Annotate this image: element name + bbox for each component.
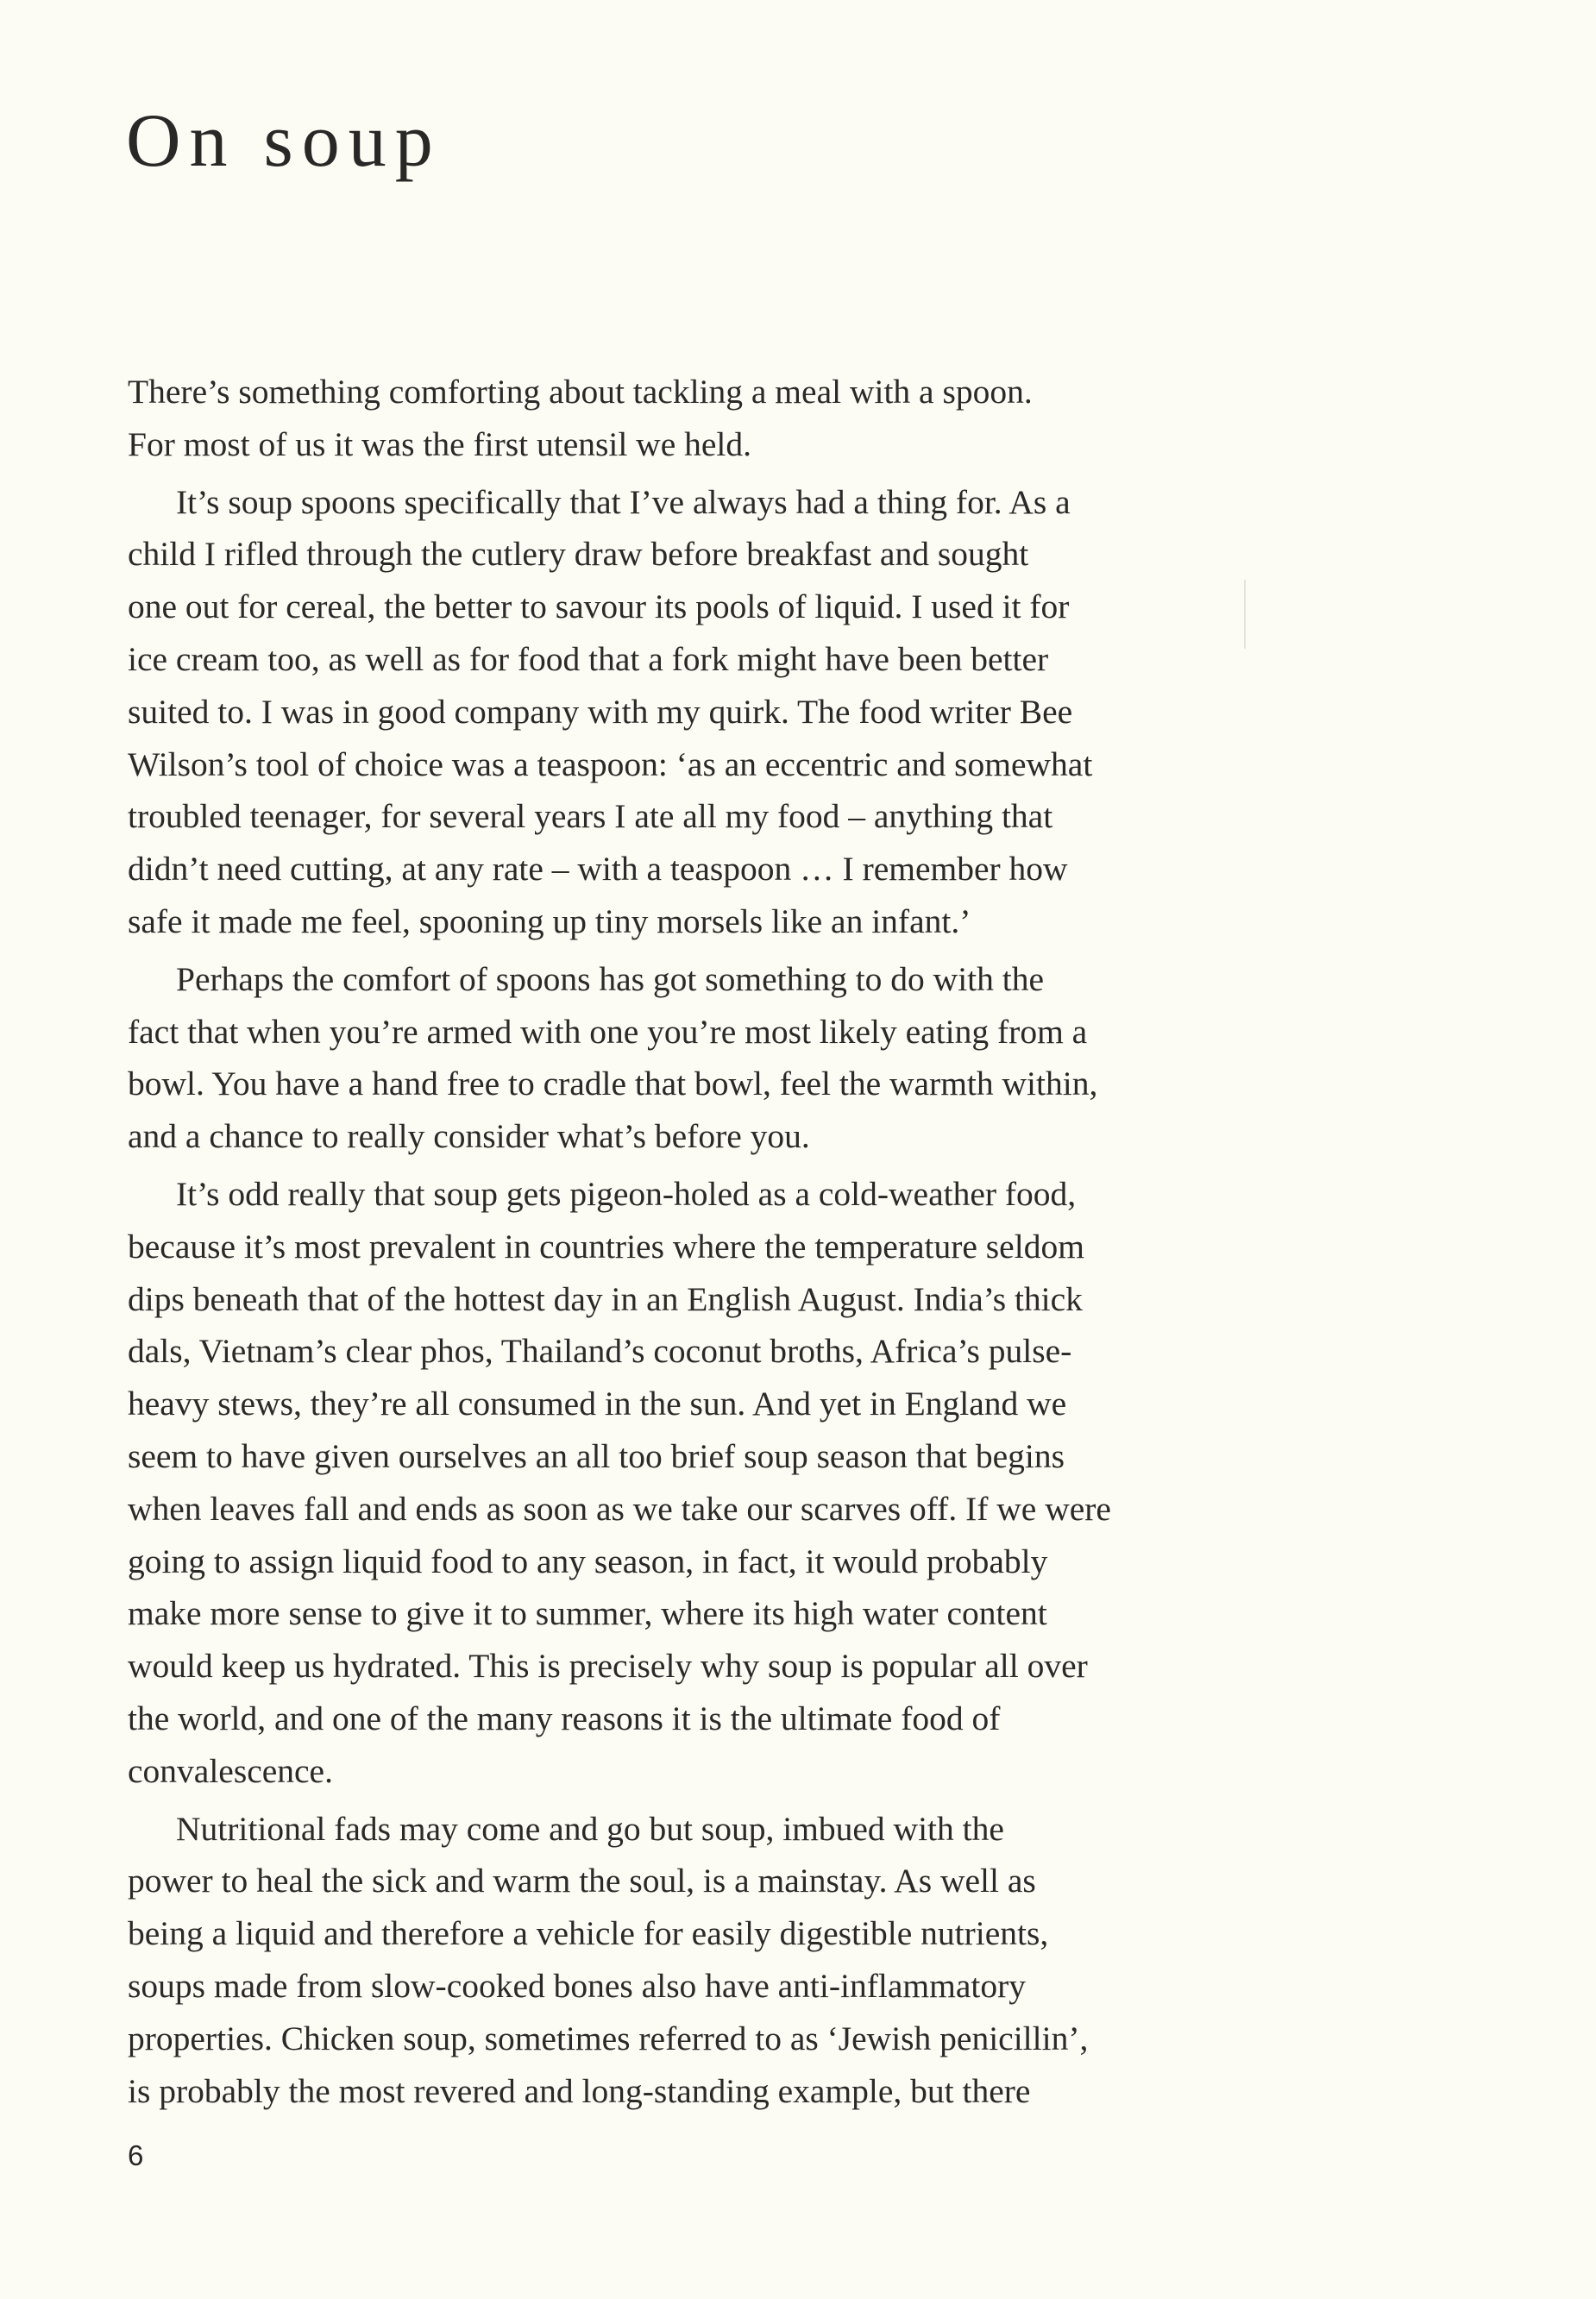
paragraph-1: There’s something comforting about tackling a meal with a spoon. For most of us it was the first utensil we held.: [128, 373, 1033, 463]
paragraph-5: Nutritional fads may come and go but soup, imbued with the power to heal the sick and warm the soul, is a mainstay. As well as being a liquid and therefore a vehicle for easily digestible nutrients, soups made from slow-cooked bones also have anti-inflammatory properties. Chicken soup, sometimes referred to as ‘Jewish penicillin’, is probably the most revered and long-standing example, but there: [128, 1809, 1089, 2110]
paragraph-2: It’s soup spoons specifically that I’ve always had a thing for. As a child I rifled through the cutlery draw before breakfast and sought one out for cereal, the better to savour its pools of liquid. I used it for ice cream too, as well as for food that a fork might have been better suited to. I was in good company with my quirk. The food writer Bee Wilson’s tool of choice was a teaspoon: ‘as an eccentric and somewhat troubled teenager, for several years I ate all my food – anything that didn’t need cutting, at any rate – with a teaspoon … I remember how safe it made me feel, spooning up tiny morsels like an infant.’: [128, 482, 1093, 940]
page-title: On soup: [126, 99, 442, 183]
paragraph-4: It’s odd really that soup gets pigeon-holed as a cold-weather food, because it’s most prevalent in countries where the temperature seldom dips beneath that of the hottest day in an English August. India’s thick dals, Vietnam’s clear phos, Thailand’s coconut broths, Africa’s pulse- heavy stews, they’re all consumed in the sun. And yet in England we seem to have given ourselves an all too brief soup season that begins when leaves fall and ends as soon as we take our scarves off. If we were going to assign liquid food to any season, in fact, it would probably make more sense to give it to summer, where its high water content would keep us hydrated. This is precisely why soup is popular all over the world, and one of the many reasons it is the ultimate food of convalescence.: [128, 1174, 1111, 1790]
page-number: 6: [128, 2139, 144, 2171]
paragraph-3: Perhaps the comfort of spoons has got something to do with the fact that when you’re armed with one you’re most likely eating from a bowl. You have a hand free to cradle that bowl, feel the warmth within, and a chance to really consider what’s before you.: [128, 959, 1098, 1156]
scan-margin-mark: [1244, 580, 1246, 649]
body-text: [128, 366, 1215, 2122]
